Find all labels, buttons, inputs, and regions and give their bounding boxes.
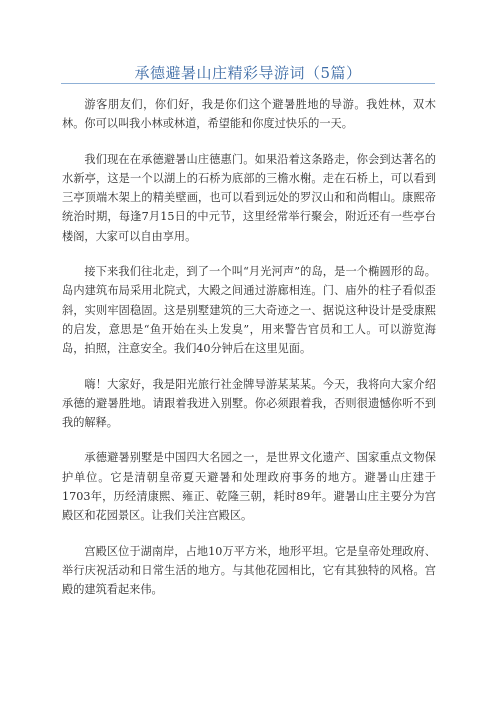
paragraph-1: 游客朋友们，你们好，我是你们这个避暑胜地的导游。我姓林，双木林。你可以叫我小林或林道，希望能和你度过快乐的一天。 <box>62 98 436 131</box>
paragraph-2: 我们现在在承德避暑山庄德惠门。如果沿着这条路走，你会到达著名的水新亭，这是一个以湖上的石桥为底部的三檐水榭。走在石桥上，可以看到三亭顶端木架上的精美壁画，也可以看到远处的罗汉山和和尚帽山。康熙帝统治时期，每逢7月15日的中元节，这里经常举行聚会，附近还有一些亭台楼阁，大家可以自由享用。 <box>62 152 436 243</box>
paragraph-6: 宫殿区位于湖南岸，占地10万平方米，地形平坦。它是皇帝处理政府、举行庆祝活动和日常生活的地方。与其他花园相比，它有其独特的风格。宫殿的建筑看起来伟。 <box>62 544 436 597</box>
paragraph-3: 接下来我们往北走，到了一个叫“月光河声”的岛，是一个椭圆形的岛。岛内建筑布局采用北院式，大殿之间通过游廊相连。门、庙外的柱子看似歪斜，实则牢固稳固。这是别墅建筑的三大奇迹之一、据说这种设计是受康熙的启发，意思是“鱼开始在头上发臭”，用来警告官员和工人。可以游览海岛，拍照，注意安全。我们40分钟后在这里见面。 <box>62 265 436 356</box>
paragraph-5: 承德避暑别墅是中国四大名园之一，是世界文化遗产、国家重点文物保护单位。它是清朝皇帝夏天避暑和处理政府事务的地方。避暑山庄建于1703年，历经清康熙、雍正、乾隆三朝，耗时89年。避暑山庄主要分为宫殿区和花园景区。让我们关注宫殿区。 <box>62 451 436 523</box>
paragraph-4: 嗨！大家好，我是阳光旅行社金牌导游某某某。今天，我将向大家介绍承德的避暑胜地。请跟着我进入别墅。你必须跟着我，否则很遗憾你听不到我的解释。 <box>62 377 436 430</box>
document-title: 承德避暑山庄精彩导游词（5篇） <box>134 64 362 82</box>
document-body <box>62 95 436 616</box>
title-underline <box>61 83 435 84</box>
